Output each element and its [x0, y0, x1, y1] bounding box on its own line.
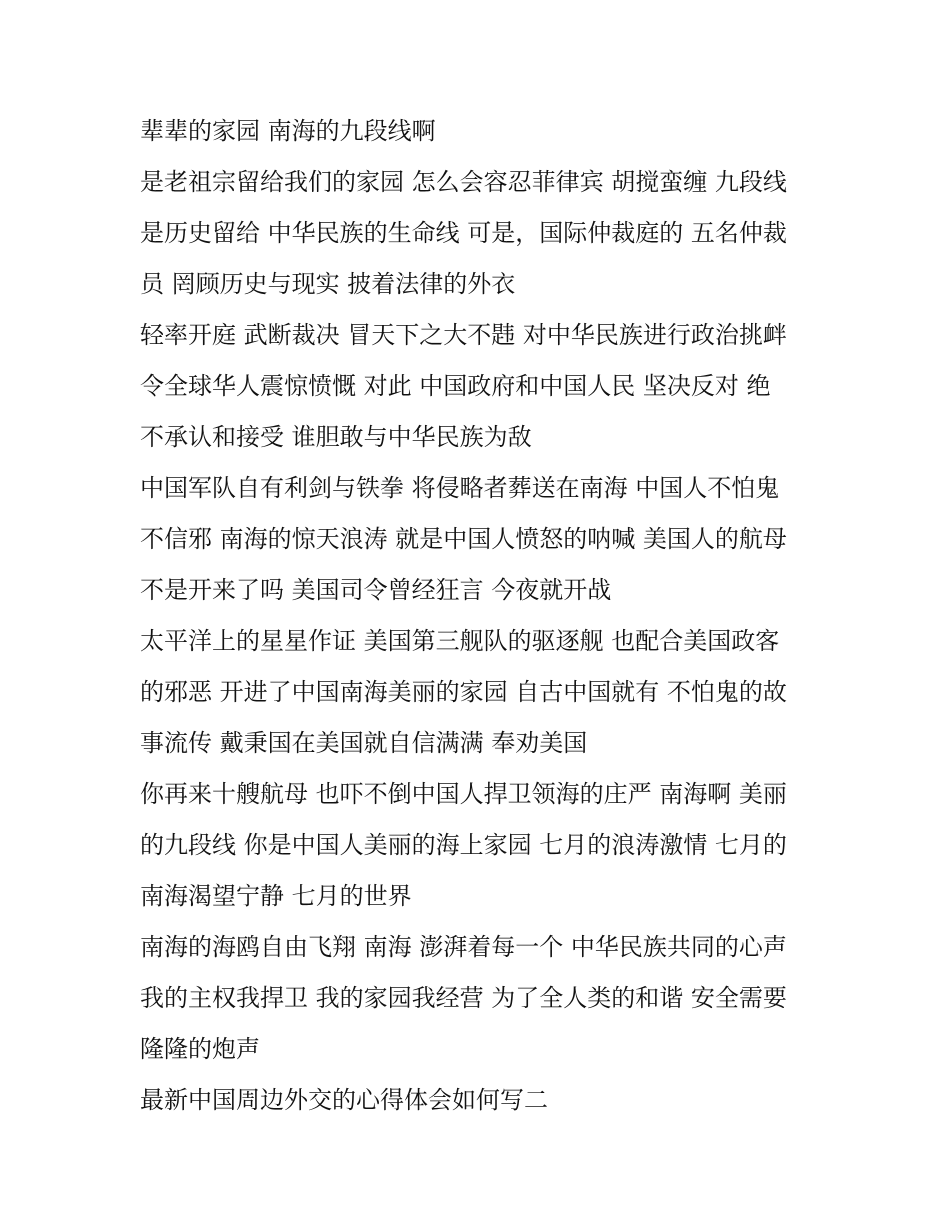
text-line: 的九段线 你是中国人美丽的海上家园 七月的浪涛激情 七月的 [140, 831, 787, 859]
text-line: 隆隆的炮声 [140, 1035, 260, 1063]
text-line: 我的主权我捍卫 我的家园我经营 为了全人类的和谐 安全需要 [140, 984, 787, 1012]
text-line: 的邪恶 开进了中国南海美丽的家园 自古中国就有 不怕鬼的故 [140, 678, 787, 706]
text-line: 辈辈的家园 南海的九段线啊 [140, 117, 436, 145]
text-line: 令全球华人震惊愤慨 对此 中国政府和中国人民 坚决反对 绝 [140, 372, 771, 400]
text-line: 不信邪 南海的惊天浪涛 就是中国人愤怒的呐喊 美国人的航母 [140, 525, 787, 553]
text-line: 是老祖宗留给我们的家园 怎么会容忍菲律宾 胡搅蛮缠 九段线 [140, 168, 787, 196]
text-line: 南海的海鸥自由飞翔 南海 澎湃着每一个 中华民族共同的心声 [140, 933, 787, 961]
text-line: 事流传 戴秉国在美国就自信满满 奉劝美国 [140, 729, 588, 757]
text-line: 南海渴望宁静 七月的世界 [140, 882, 412, 910]
text-line: 不是开来了吗 美国司令曾经狂言 今夜就开战 [140, 576, 612, 604]
text-line: 中国军队自有利剑与铁拳 将侵略者葬送在南海 中国人不怕鬼 [140, 474, 780, 502]
text-line: 是历史留给 中华民族的生命线 可是，国际仲裁庭的 五名仲裁 [140, 219, 787, 247]
text-line: 你再来十艘航母 也吓不倒中国人捍卫领海的庄严 南海啊 美丽 [140, 780, 787, 808]
text-line: 太平洋上的星星作证 美国第三舰队的驱逐舰 也配合美国政客 [140, 627, 780, 655]
text-line: 轻率开庭 武断裁决 冒天下之大不韪 对中华民族进行政治挑衅 [140, 321, 787, 349]
text-line: 最新中国周边外交的心得体会如何写二 [140, 1086, 548, 1114]
text-line: 员 罔顾历史与现实 披着法律的外衣 [140, 270, 516, 298]
text-line: 不承认和接受 谁胆敢与中华民族为敌 [140, 423, 532, 451]
